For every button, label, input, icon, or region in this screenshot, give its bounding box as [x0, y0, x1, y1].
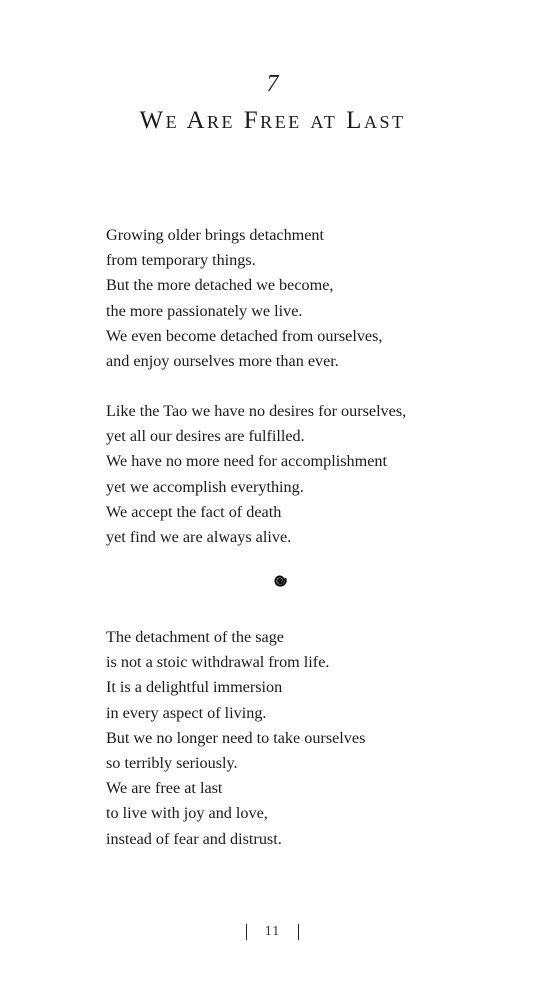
poem-line: We even become detached from ourselves,	[106, 326, 383, 345]
poem-line: is not a stoic withdrawal from life.	[106, 653, 330, 672]
poem-line: yet we accomplish everything.	[106, 477, 304, 496]
poem-line: from temporary things.	[106, 251, 256, 270]
poem-line: yet all our desires are fulfilled.	[106, 427, 305, 446]
chapter-number: 7	[266, 71, 279, 97]
poem-line: We are free at last	[106, 779, 223, 798]
poem-line: the more passionately we live.	[106, 301, 303, 320]
page-number: 11	[264, 924, 281, 939]
poem-line: The detachment of the sage	[106, 628, 284, 646]
stanza-1	[106, 223, 506, 374]
page-folio	[0, 922, 545, 942]
poem-line: Growing older brings detachment	[106, 226, 325, 244]
poem-line: yet find we are always alive.	[106, 528, 292, 547]
folio-left-rule	[246, 924, 247, 940]
poem-line: But the more detached we become,	[106, 276, 334, 295]
poem-line: We accept the fact of death	[106, 502, 282, 521]
poem-line: But we no longer need to take ourselves	[106, 728, 366, 747]
poem-line: in every aspect of living.	[106, 703, 267, 722]
stanza-3	[106, 625, 506, 852]
poem-line: and enjoy ourselves more than ever.	[106, 352, 339, 371]
poem-line: Like the Tao we have no desires for ourselves,	[106, 402, 407, 420]
poem-line: It is a delightful immersion	[106, 678, 283, 697]
chapter-title: We Are Free at Last	[139, 107, 406, 134]
poem-line: so terribly seriously.	[106, 754, 238, 773]
stanza-2	[106, 399, 506, 550]
poem-line: instead of fear and distrust.	[106, 829, 282, 848]
poem-line: to live with joy and love,	[106, 804, 268, 823]
poem-line: We have no more need for accomplishment	[106, 452, 387, 471]
spiral-ornament-icon	[270, 571, 290, 591]
folio-right-rule	[298, 924, 299, 940]
